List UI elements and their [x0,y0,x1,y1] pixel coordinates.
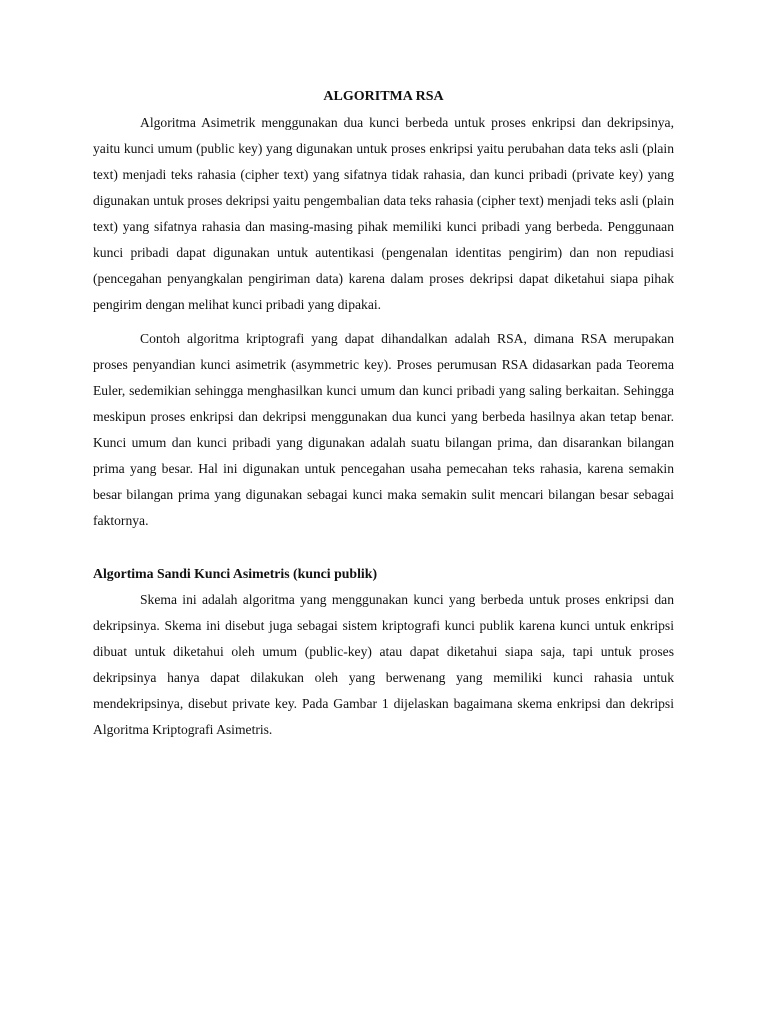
intro-paragraph-2: Contoh algoritma kriptografi yang dapat dihandalkan adalah RSA, dimana RSA merupakan proses penyandian kunci asimetrik (asymmetric key). Proses perumusan RSA didasarkan pada Teorema Euler, sedemikian sehingga menghasilkan kunci umum dan kunci pribadi yang saling berkaitan. Sehingga meskipun proses enkripsi dan dekripsi menggunakan dua kunci yang berbeda hasilnya akan tetap benar. Kunci umum dan kunci pribadi yang digunakan adalah suatu bilangan prima, dan disarankan bilangan prima yang besar. Hal ini digunakan untuk pencegahan usaha pemecahan teks rahasia, karena semakin besar bilangan prima yang digunakan sebagai kunci maka semakin sulit mencari bilangan besar sebagai faktornya. [93,331,674,528]
document-body [93,84,674,743]
section-heading: Algortima Sandi Kunci Asimetris (kunci publik) [93,566,378,581]
section-paragraph: Skema ini adalah algoritma yang menggunakan kunci yang berbeda untuk proses enkripsi dan dekripsinya. Skema ini disebut juga sebagai sistem kriptografi kunci publik karena kunci untuk enkripsi dibuat untuk diketahui oleh umum (public-key) atau dapat diketahui siapa saja, tapi untuk proses dekripsinya hanya dapat dilakukan oleh yang berwenang yang memiliki kunci rahasia untuk mendekripsinya, disebut private key. Pada Gambar 1 dijelaskan bagaimana skema enkripsi dan dekripsi Algoritma Kriptografi Asimetris. [93,592,674,737]
intro-paragraph-1: Algoritma Asimetrik menggunakan dua kunci berbeda untuk proses enkripsi dan dekripsinya, yaitu kunci umum (public key) yang digunakan untuk proses enkripsi yaitu perubahan data teks asli (plain text) menjadi teks rahasia (cipher text) yang sifatnya tidak rahasia, dan kunci pribadi (private key) yang digunakan untuk proses dekripsi yaitu pengembalian data teks rahasia (cipher text) menjadi teks asli (plain text) yang sifatnya rahasia dan masing-masing pihak memiliki kunci pribadi yang berbeda. Penggunaan kunci pribadi dapat digunakan untuk autentikasi (pengenalan identitas pengirim) dan non repudiasi (pencegahan penyangkalan pengiriman data) karena dalam proses dekripsi dapat diketahui siapa pihak pengirim dengan melihat kunci pribadi yang dipakai. [93,115,674,312]
asymmetric-section [93,561,674,743]
document-title: ALGORITMA RSA [323,89,444,104]
